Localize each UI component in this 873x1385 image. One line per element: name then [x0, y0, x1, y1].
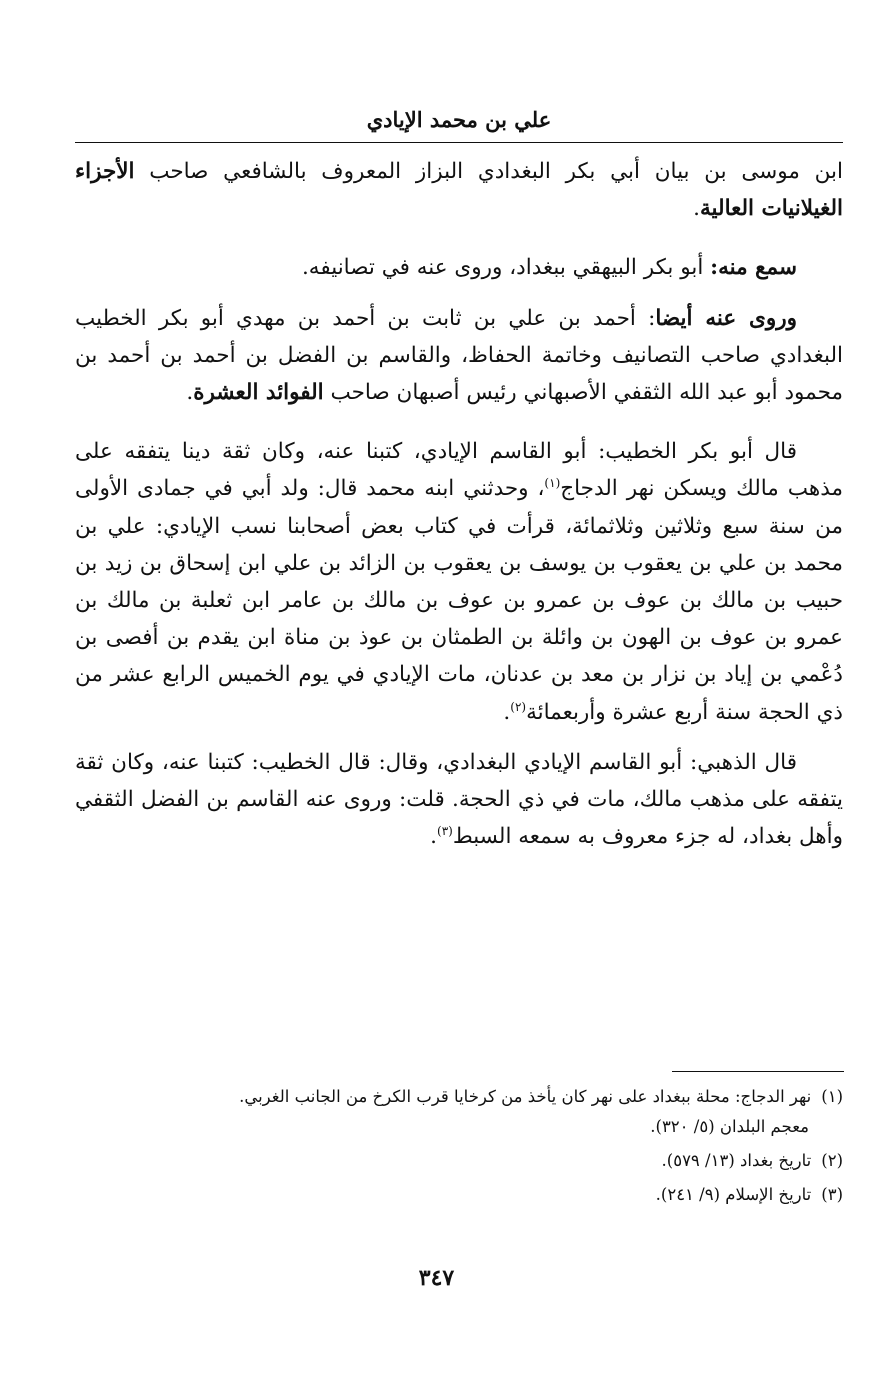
footnote-number: (٣)	[821, 1185, 843, 1204]
footnote-ref-3[interactable]: (٣)	[437, 824, 453, 839]
p3-bold: وروى عنه أيضا	[655, 305, 797, 331]
footnote-number: (١)	[821, 1087, 843, 1106]
footnote-text: تاريخ الإسلام (٩/ ٢٤١).	[655, 1185, 812, 1204]
p1-bold: الأجزاء الغيلانيات العالية	[75, 159, 843, 222]
footnote-text: تاريخ بغداد (١٣/ ٥٧٩).	[661, 1151, 812, 1170]
page-number: ٣٤٧	[418, 1265, 455, 1291]
paragraph-3	[75, 300, 843, 412]
footnote-divider	[672, 1071, 844, 1072]
p1-text: ابن موسى بن بيان أبي بكر البغدادي البزاز المعروف بالشافعي صاحب	[134, 159, 843, 184]
footnote-1	[75, 1082, 843, 1142]
footnote-continuation: معجم البلدان (٥/ ٣٢٠).	[650, 1117, 809, 1136]
p4-end: .	[503, 699, 511, 725]
footnote-text: نهر الدجاج: محلة ببغداد على نهر كان يأخذ من كرخايا قرب الكرخ من الجانب الغربي.	[239, 1087, 812, 1106]
footnote-ref-1[interactable]: (١)	[544, 476, 561, 491]
p3-end: .	[186, 380, 194, 406]
footnotes	[75, 1082, 843, 1214]
paragraph-1	[75, 153, 843, 227]
footnote-ref-2[interactable]: (٢)	[510, 699, 527, 714]
p5-text: قال الذهبي: أبو القاسم الإيادي البغدادي، وقال: قال الخطيب: كتبنا عنه، وكان ثقة يتفقه على مذهب مالك، مات في ذي الحجة. قلت: وروى عنه القاسم بن الفضل الثقفي وأهل بغداد، له جزء معروف به سمعه السبط	[75, 749, 843, 850]
p4-text-a: قال أبو بكر الخطيب: أبو القاسم الإيادي، كتبنا عنه، وكان ثقة دينا يتفقه على مذهب مالك ويسكن نهر الدجاج	[75, 439, 843, 502]
p3-bold2: الفوائد العشرة	[193, 380, 324, 406]
paragraph-2	[75, 249, 843, 286]
header-divider	[75, 142, 843, 143]
footnote-3	[75, 1180, 843, 1210]
paragraph-4	[75, 433, 843, 731]
paragraph-5	[75, 744, 843, 856]
main-text	[75, 153, 843, 868]
p1-end: .	[693, 196, 701, 222]
p2-text: أبو بكر البيهقي ببغداد، وروى عنه في تصانيفه.	[301, 255, 711, 281]
running-header: علي بن محمد الإيادي	[366, 107, 552, 132]
footnote-number: (٢)	[821, 1151, 843, 1170]
p4-text-b: ، وحدثني ابنه محمد قال: ولد أبي في جمادى الأولى من سنة سبع وثلاثين وثلاثمائة، قرأت في كتاب بعض أصحابنا نسب الإيادي: علي بن محمد بن علي بن يعقوب بن يوسف بن يعقوب بن الزائد بن علي ابن إسحاق بن زيد بن حبيب بن مالك بن عوف بن عمرو بن عوف بن مالك بن عامر ابن ثعلبة بن مالك بن عمرو بن عوف بن الهون بن وائلة بن الطمثان بن عوذ بن مناة ابن يقدم بن أفصى بن دُعْمي بن إياد بن نزار بن معد بن عدنان، مات الإيادي في يوم الخميس الرابع عشر من ذي الحجة سنة أربع عشرة وأربعمائة	[75, 476, 843, 725]
p5-end: .	[430, 824, 437, 850]
footnote-2	[75, 1146, 843, 1176]
p3-text: : أحمد بن علي بن ثابت بن أحمد بن مهدي أبو بكر الخطيب البغدادي صاحب التصانيف وخاتمة الحفاظ، والقاسم بن الفضل بن أحمد بن أحمد بن محمود أبو عبد الله الثقفي الأصبهاني رئيس أصبهان صاحب	[75, 305, 843, 406]
p2-bold: سمع منه:	[710, 255, 797, 281]
